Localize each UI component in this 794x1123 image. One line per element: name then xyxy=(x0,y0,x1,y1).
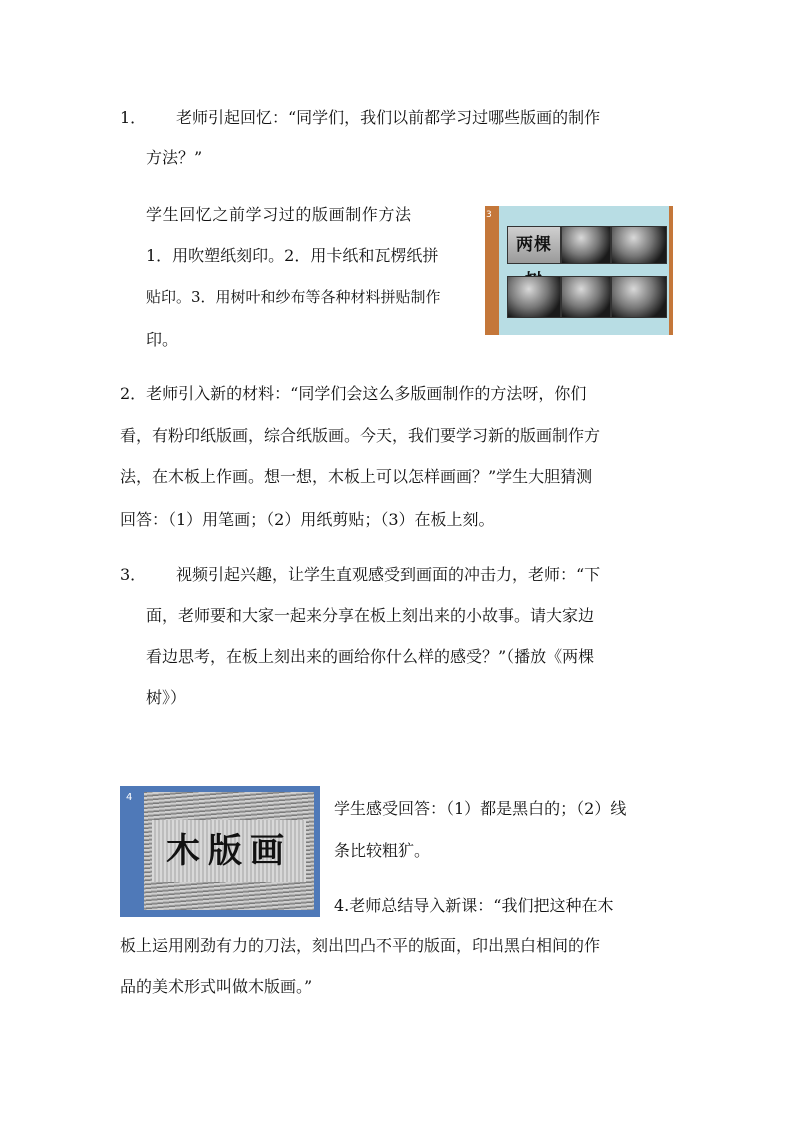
slide-number: 3 xyxy=(486,210,492,220)
paragraph-4-line-1: 视频引起兴趣，让学生直观感受到画面的冲击力，老师：“下 xyxy=(176,565,601,584)
list-number-1: 1． xyxy=(120,108,147,127)
slide-title-panel: 两棵 xyxy=(507,226,561,264)
woodcut-title-text: 木版画 xyxy=(152,820,306,882)
paragraph-5-line-1: 学生感受回答：（1）都是黑白的；（2）线 xyxy=(334,799,627,818)
slide-side-bar xyxy=(485,206,499,335)
list-number-3: 3． xyxy=(120,565,147,584)
paragraph-1-line-1: 老师引起回忆：“同学们，我们以前都学习过哪些版画的制作 xyxy=(176,108,601,127)
paragraph-3-line-3: 法，在木板上作画。想一想，木板上可以怎样画画？”学生大胆猜测 xyxy=(120,467,593,486)
film-frame-4 xyxy=(561,276,611,318)
paragraph-4-line-4: 树》） xyxy=(146,688,187,707)
paragraph-4-line-2: 面，老师要和大家一起来分享在板上刻出来的小故事。请大家边 xyxy=(146,606,595,625)
film-frame-3 xyxy=(507,276,561,318)
paragraph-5-line-3: 4.老师总结导入新课：“我们把这种在木 xyxy=(334,896,614,915)
paragraph-5-line-4: 板上运用刚劲有力的刀法，刻出凹凸不平的版面，印出黑白相间的作 xyxy=(120,936,601,955)
slide-thumbnail-woodcut xyxy=(120,786,320,917)
paragraph-1-line-2: 方法？” xyxy=(146,148,203,167)
paragraph-3-line-4: 回答：（1）用笔画；（2）用纸剪贴；（3）在板上刻。 xyxy=(120,510,495,529)
slide-right-bar xyxy=(669,206,673,335)
film-frame-1 xyxy=(561,226,611,264)
paragraph-2-line-2: 1．用吹塑纸刻印。2．用卡纸和瓦楞纸拼 xyxy=(146,246,439,265)
paragraph-2-line-4: 印。 xyxy=(146,330,179,349)
paragraph-3-line-1: 2．老师引入新的材料：“同学们会这么多版画制作的方法呀，你们 xyxy=(120,384,587,403)
paragraph-2-line-1: 学生回忆之前学习过的版画制作方法 xyxy=(146,205,412,224)
film-frame-5 xyxy=(611,276,667,318)
paragraph-3-line-2: 看，有粉印纸版画，综合纸版画。今天，我们要学习新的版画制作方 xyxy=(120,426,601,445)
paragraph-5-line-5: 品的美术形式叫做木版画。” xyxy=(120,977,313,996)
paragraph-2-line-3: 贴印。3．用树叶和纱布等各种材料拼贴制作 xyxy=(146,288,441,306)
paragraph-5-line-2: 条比较粗犷。 xyxy=(334,841,431,860)
paragraph-4-line-3: 看边思考，在板上刻出来的画给你什么样的感受？”（播放《两棵 xyxy=(146,647,595,666)
wood-board-image xyxy=(144,792,314,910)
film-frame-2 xyxy=(611,226,667,264)
slide-thumbnail-two-trees xyxy=(485,206,673,335)
slide-number: 4 xyxy=(126,792,133,803)
